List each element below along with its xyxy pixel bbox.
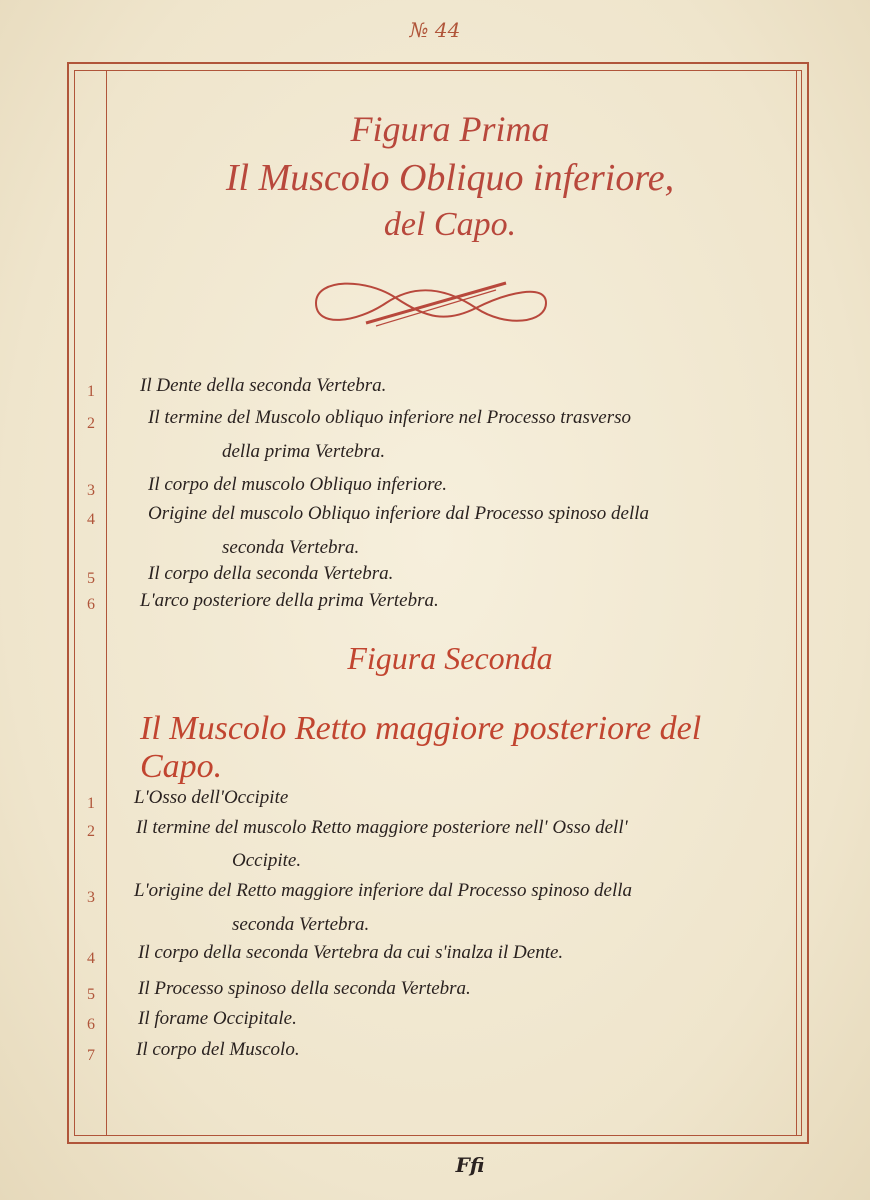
item-number: 2 (87, 823, 95, 840)
page-number: № 44 (409, 18, 461, 42)
item-text: Origine del muscolo Obliquo inferiore dal Processo spinoso della (148, 503, 649, 524)
left-margin-rule (106, 70, 107, 1136)
item-text: Il termine del muscolo Retto maggiore posteriore nell' Osso dell' (136, 817, 628, 838)
item-text: Il forame Occipitale. (138, 1008, 297, 1029)
item-text: Il Processo spinoso della seconda Vertebra. (138, 978, 471, 999)
item-number: 3 (87, 889, 95, 906)
item-text: Occipite. (232, 850, 302, 871)
item-number: 6 (87, 596, 95, 613)
item-text: Il corpo della seconda Vertebra. (148, 563, 394, 584)
item-text: Il corpo del Muscolo. (136, 1039, 300, 1060)
item-text: L'origine del Retto maggiore inferiore dal Processo spinoso della (134, 880, 633, 901)
item-text: seconda Vertebra. (222, 537, 360, 558)
item-text: Il termine del Muscolo obliquo inferiore nel Processo trasverso (148, 407, 632, 428)
signature-mark: Ffi (455, 1153, 485, 1177)
item-number: 5 (87, 570, 95, 587)
item-text: L'arco posteriore della prima Vertebra. (140, 590, 439, 611)
item-number: 1 (87, 795, 95, 812)
item-number: 4 (87, 950, 95, 967)
item-text: della prima Vertebra. (222, 441, 386, 462)
figure2-subtitle: Il Muscolo Retto maggiore posteriore del Capo. (140, 710, 702, 785)
item-number: 5 (87, 986, 95, 1003)
item-number: 6 (87, 1016, 95, 1033)
right-margin-rule (796, 70, 797, 1136)
item-number: 7 (87, 1047, 95, 1064)
item-text: L'Osso dell'Occipite (134, 787, 289, 808)
item-text: Il corpo della seconda Vertebra da cui s'inalza il Dente. (138, 942, 564, 963)
item-text: Il corpo del muscolo Obliquo inferiore. (148, 474, 448, 495)
item-number: 2 (87, 415, 95, 432)
item-text: seconda Vertebra. (232, 914, 370, 935)
figure1-title: Figura Prima (350, 109, 550, 149)
item-text: Il Dente della seconda Vertebra. (140, 375, 387, 396)
item-number: 1 (87, 383, 95, 400)
figure1-subtitle: Il Muscolo Obliquo inferiore, (225, 157, 675, 199)
flourish-ornament (306, 268, 556, 338)
item-number: 3 (87, 482, 95, 499)
item-number: 4 (87, 511, 95, 528)
figure1-subtitle-2: del Capo. (383, 206, 517, 243)
figure2-title: Figura Seconda (347, 640, 553, 676)
